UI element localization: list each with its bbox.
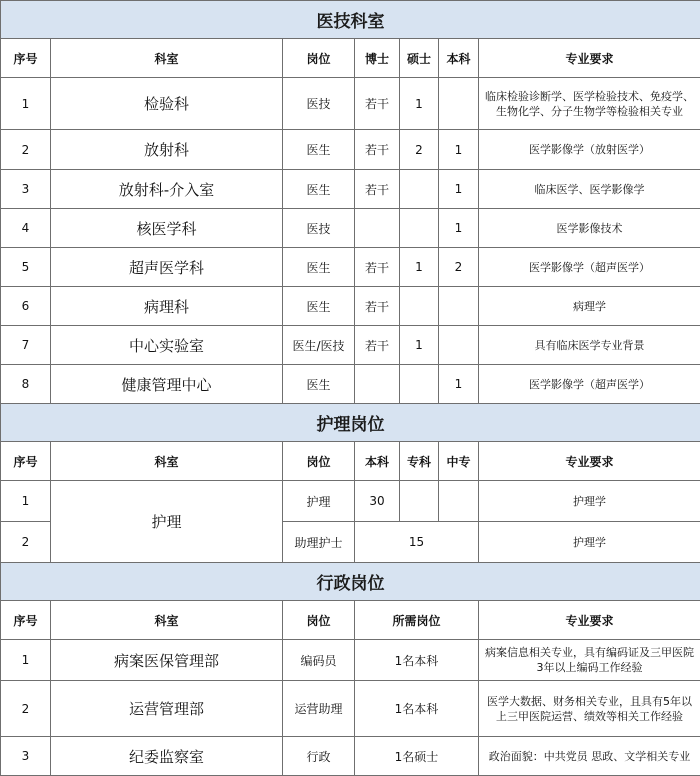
row-post: 编码员: [283, 640, 355, 681]
header-post: 岗位: [283, 601, 355, 640]
header-post: 岗位: [283, 442, 355, 481]
row-no: 1: [1, 78, 51, 130]
header-no: 序号: [1, 442, 51, 481]
row-need: 1名硕士: [355, 737, 479, 776]
row-dept: 核医学科: [51, 209, 283, 248]
row-no: 1: [1, 640, 51, 681]
row-phd: [355, 209, 400, 248]
row-no: 2: [1, 522, 51, 563]
row-dept: 健康管理中心: [51, 365, 283, 404]
row-dept: 检验科: [51, 78, 283, 130]
row-merged-count: 15: [355, 522, 479, 563]
row-master: 2: [400, 130, 439, 170]
row-post: 医技: [283, 78, 355, 130]
row-bachelor: 2: [439, 248, 479, 287]
header-bachelor: 本科: [439, 39, 479, 78]
row-phd: 若干: [355, 248, 400, 287]
row-post: 助理护士: [283, 522, 355, 563]
row-post: 护理: [283, 481, 355, 522]
row-phd: 若干: [355, 326, 400, 365]
row-dept: 超声医学科: [51, 248, 283, 287]
header-requirement: 专业要求: [479, 601, 700, 640]
row-post: 行政: [283, 737, 355, 776]
row-requirement: 医学影像学（超声医学）: [479, 248, 700, 287]
row-requirement: 临床医学、医学影像学: [479, 170, 700, 209]
row-no: 4: [1, 209, 51, 248]
section-title-nursing: 护理岗位: [1, 404, 700, 442]
row-phd: 若干: [355, 170, 400, 209]
row-no: 7: [1, 326, 51, 365]
row-requirement: 病理学: [479, 287, 700, 326]
row-dept: 纪委监察室: [51, 737, 283, 776]
row-master: 1: [400, 248, 439, 287]
row-master: [400, 170, 439, 209]
row-requirement: 病案信息相关专业，具有编码证及三甲医院3年以上编码工作经验: [479, 640, 700, 681]
row-phd: 若干: [355, 130, 400, 170]
header-dept: 科室: [51, 39, 283, 78]
row-no: 3: [1, 737, 51, 776]
row-bachelor: 1: [439, 365, 479, 404]
row-master: [400, 209, 439, 248]
header-requirement: 专业要求: [479, 39, 700, 78]
row-dept: 运营管理部: [51, 681, 283, 737]
row-dept: 病理科: [51, 287, 283, 326]
header-dept: 科室: [51, 601, 283, 640]
row-phd: 若干: [355, 78, 400, 130]
row-phd: 若干: [355, 287, 400, 326]
row-no: 5: [1, 248, 51, 287]
row-master: [400, 365, 439, 404]
row-need: 1名本科: [355, 640, 479, 681]
row-master: 1: [400, 78, 439, 130]
row-requirement: 具有临床医学专业背景: [479, 326, 700, 365]
row-dept: 病案医保管理部: [51, 640, 283, 681]
row-no: 2: [1, 681, 51, 737]
header-no: 序号: [1, 39, 51, 78]
row-bachelor: [439, 78, 479, 130]
row-requirement: 医学影像学（放射医学）: [479, 130, 700, 170]
header-master: 硕士: [400, 39, 439, 78]
row-post: 运营助理: [283, 681, 355, 737]
row-bachelor: 30: [355, 481, 400, 522]
row-post: 医生/医技: [283, 326, 355, 365]
row-requirement: 临床检验诊断学、医学检验技术、免疫学、生物化学、分子生物学等检验相关专业: [479, 78, 700, 130]
header-bachelor: 本科: [355, 442, 400, 481]
row-bachelor: [439, 287, 479, 326]
row-master: 1: [400, 326, 439, 365]
header-dept: 科室: [51, 442, 283, 481]
row-dept: 放射科: [51, 130, 283, 170]
row-bachelor: 1: [439, 209, 479, 248]
header-no: 序号: [1, 601, 51, 640]
row-post: 医生: [283, 287, 355, 326]
row-no: 1: [1, 481, 51, 522]
row-no: 6: [1, 287, 51, 326]
header-secondary: 中专: [439, 442, 479, 481]
header-post: 岗位: [283, 39, 355, 78]
row-requirement: 政治面貌：中共党员 思政、文学相关专业: [479, 737, 700, 776]
row-requirement: 医学影像学（超声医学）: [479, 365, 700, 404]
row-no: 3: [1, 170, 51, 209]
row-post: 医生: [283, 130, 355, 170]
row-requirement: 护理学: [479, 522, 700, 563]
row-dept: 中心实验室: [51, 326, 283, 365]
row-phd: [355, 365, 400, 404]
row-requirement: 护理学: [479, 481, 700, 522]
row-post: 医生: [283, 365, 355, 404]
section-title-medtech: 医技科室: [1, 1, 700, 39]
row-master: [400, 287, 439, 326]
row-post: 医技: [283, 209, 355, 248]
row-bachelor: 1: [439, 170, 479, 209]
row-bachelor: [439, 326, 479, 365]
row-no: 2: [1, 130, 51, 170]
row-secondary: [439, 481, 479, 522]
row-no: 8: [1, 365, 51, 404]
row-post: 医生: [283, 170, 355, 209]
row-bachelor: 1: [439, 130, 479, 170]
section-title-admin: 行政岗位: [1, 563, 700, 601]
row-requirement: 医学大数据、财务相关专业，且具有5年以上三甲医院运营、绩效等相关工作经验: [479, 681, 700, 737]
row-college: [400, 481, 439, 522]
row-dept: 护理: [51, 481, 283, 563]
row-need: 1名本科: [355, 681, 479, 737]
header-requirement: 专业要求: [479, 442, 700, 481]
row-post: 医生: [283, 248, 355, 287]
header-need: 所需岗位: [355, 601, 479, 640]
row-requirement: 医学影像技术: [479, 209, 700, 248]
header-phd: 博士: [355, 39, 400, 78]
row-dept: 放射科-介入室: [51, 170, 283, 209]
header-college: 专科: [400, 442, 439, 481]
